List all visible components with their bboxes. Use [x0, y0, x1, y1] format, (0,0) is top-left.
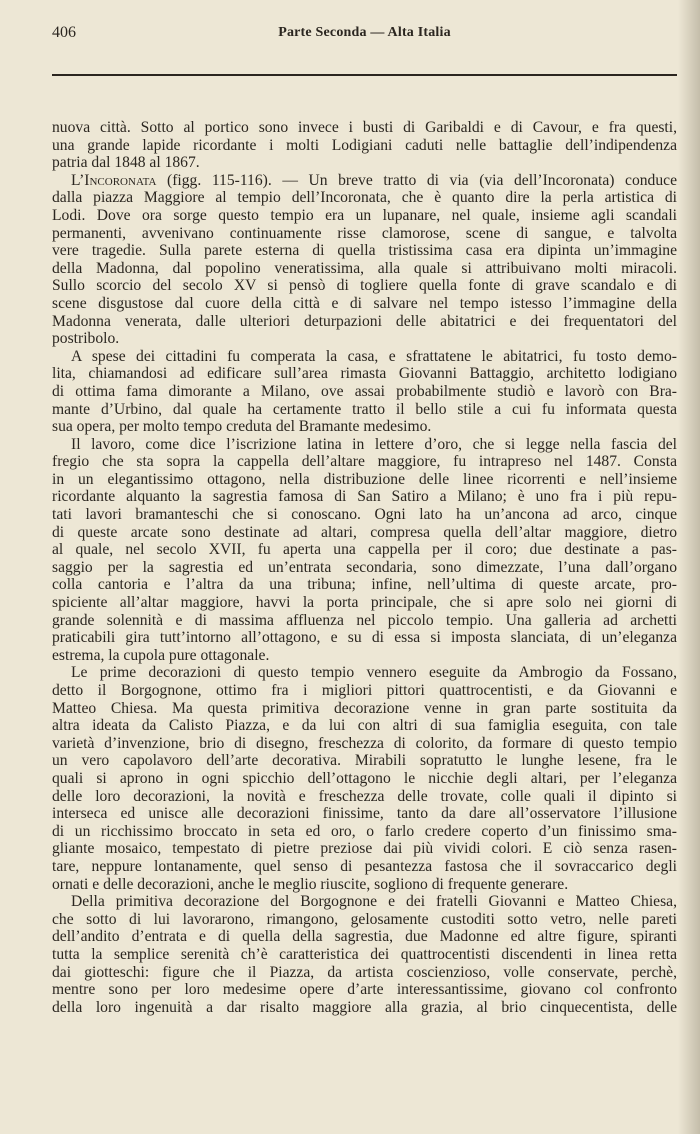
text-line: Matteo Chiesa. Ma questa primitiva decorazione venne in gran parte sostituita da: [52, 699, 677, 717]
text-line: un vero capolavoro dell’arte decorativa. Mirabili sopratutto le lunghe lesene, fra le: [52, 752, 677, 770]
text-line: altra ideata da Calisto Piazza, e da lui con altri di sua famiglia eseguita, con tale: [52, 717, 677, 735]
text-line: praticabili gira tutt’intorno all’ottagono, e su di essa si imposta slanciata, di un’eleganza: [52, 629, 677, 647]
text-line: varietà d’invenzione, brio di disegno, freschezza di colorito, da formare di questo tempio: [52, 734, 677, 752]
page-edge-shadow: [678, 0, 700, 1134]
section-heading: Incoronata: [84, 171, 157, 189]
text-line: dai giotteschi: figure che il Piazza, da artista coscienzioso, volle conservate, perchè,: [52, 963, 677, 981]
text-line: spiciente all’altar maggiore, havvi la porta principale, che si apre solo nei giorni di: [52, 594, 677, 612]
text-line: mante d’Urbino, dal quale ha certamente tratto il bello stile a cui fu informata questa: [52, 400, 677, 418]
paragraph: [52, 172, 677, 348]
text-line: Lodi. Dove ora sorge questo tempio era un lupanare, nel quale, insieme agli scandali: [52, 206, 677, 224]
paragraph: [52, 119, 677, 172]
header-rule: [52, 74, 677, 76]
text-line: lita, chiamandosi ad edificare sull’area rimasta Giovanni Battaggio, architetto lodigiano: [52, 365, 677, 383]
text-line: tutta la semplice serenità ch’è caratteristica dei quattrocentisti discendenti in linea retta: [52, 945, 677, 963]
text-line: Le prime decorazioni di questo tempio vennero eseguite da Ambrogio da Fossano,: [71, 664, 677, 682]
text-line: di un ricchissimo broccato in seta ed oro, o farlo credere coperto d’un finissimo sma-: [52, 822, 677, 840]
text-line: estrema, la cupola pure ottagonale.: [52, 646, 270, 664]
text-line: sua opera, per molto tempo creduta del Bramante medesimo.: [52, 418, 432, 436]
text-fragment: L’: [71, 171, 85, 189]
text-line: in un elegantissimo ottagono, nella distribuzione delle linee ricorrenti e nell’insieme: [52, 470, 677, 488]
text-line: A spese dei cittadini fu comperata la casa, e sfrattatene le abitatrici, fu tosto demo-: [71, 347, 677, 365]
text-fragment: (figg. 115-116). — Un breve tratto di via (via dell’Incoronata) conduce: [156, 171, 677, 189]
text-line: permanenti, avvenivano continuamente risse clamorose, scene di sangue, e talvolta: [52, 224, 677, 242]
text-line: Sullo scorcio del secolo XV si pensò di togliere quella fonte di grave scandalo e di: [52, 277, 677, 295]
body-text: [52, 119, 677, 1016]
text-line: quali si aprono in ogni spicchio dell’ottagono le nicchie degli altari, per l’eleganza: [52, 769, 677, 787]
text-line: una grande lapide ricordante i molti Lodigiani caduti nelle battaglie dell’indipendenza: [52, 136, 677, 154]
text-line: vere tragedie. Sulla parete esterna di quella tristissima casa era dipinta un’immagine: [52, 242, 677, 260]
text-line: gliante mosaico, tempestato di pietre preziose dai più vividi colori. E ciò senza rasen-: [52, 840, 677, 858]
text-line: ricordante alquanto la sagrestia famosa di San Satiro a Milano; è uno fra i più repu-: [52, 488, 677, 506]
text-line: delle loro decorazioni, la novità e freschezza delle trovate, colle quali il dipinto si: [52, 787, 677, 805]
paragraph: [52, 893, 677, 1016]
text-line: nuova città. Sotto al portico sono invece i busti di Garibaldi e di Cavour, e fra questi,: [52, 119, 677, 136]
text-line: grande solennità e di massima affluenza nel piccolo tempio. Una galleria ad archetti: [52, 611, 677, 629]
text-line: Della primitiva decorazione del Borgognone e dei fratelli Giovanni e Matteo Chiesa,: [71, 893, 677, 911]
text-line: postribolo.: [52, 330, 120, 348]
text-line: [52, 172, 677, 190]
text-line: interseca ed unisce alle decorazioni finissime, tanto da dare all’osservatore l’illusione: [52, 805, 677, 823]
paragraph: [52, 664, 677, 893]
text-line: fregio che sta sopra la cappella dell’altare maggiore, fu intrapreso nel 1487. Consta: [52, 453, 677, 471]
text-line: mentre sono per loro medesime opere d’arte interessantissime, giovano col confronto: [52, 981, 677, 999]
text-line: di queste arcate sono destinate ad altari, compresa quella dell’altar maggiore, dietro: [52, 523, 677, 541]
page-header: [52, 24, 677, 48]
text-line: al quale, nel secolo XVII, fu aperta una cappella per il coro; due destinate a pas-: [52, 541, 677, 559]
text-line: della Madonna, dal popolino veneratissima, alla quale si attribuivano molti miracoli.: [52, 259, 677, 277]
text-line: detto il Borgognone, ottimo fra i migliori pittori quattrocentisti, e da Giovanni e: [52, 682, 677, 699]
running-title: Parte Seconda — Alta Italia: [278, 25, 451, 40]
text-line: di ottima fama dimorante a Milano, ove assai probabilmente studiò e lavorò con Bra-: [52, 382, 677, 400]
text-line: dell’andito d’entrata e di quella della sagrestia, due Madonne ed altre figure, spiranti: [52, 928, 677, 946]
text-line: saggio per la sagrestia ed un’entrata secondaria, sono dimezzate, l’una dall’organo: [52, 558, 677, 576]
text-line: della loro ingenuità a dar risalto maggiore alla grazia, al brio cinquecentista, delle: [52, 998, 677, 1016]
paragraph: [52, 348, 677, 436]
text-line: colla cantoria e l’altra da una tribuna; infine, nell’ultima di queste arcate, pro-: [52, 576, 677, 594]
paragraph: [52, 436, 677, 665]
text-line: dalla piazza Maggiore al tempio dell’Incoronata, che è quanto dire la perla artistica di: [52, 189, 677, 207]
text-line: Il lavoro, come dice l’iscrizione latina in lettere d’oro, che si legge nella fascia del: [71, 435, 677, 453]
text-line: Madonna venerata, dalle ulteriori deturpazioni delle abitatrici e dei frequentatori del: [52, 312, 677, 330]
text-line: patria dal 1848 al 1867.: [52, 154, 200, 172]
page-number: 406: [52, 24, 76, 41]
text-line: che sotto di lui lavorarono, rimangono, gelosamente custoditi sotto vetro, nelle pareti: [52, 910, 677, 928]
text-line: ornati e delle decorazioni, anche le meglio riuscite, sogliono di frequente generare.: [52, 875, 569, 893]
text-line: tare, neppure lontanamente, quel senso di pesantezza fastosa che il sovraccarico degli: [52, 857, 677, 875]
text-line: scene disgustose dal cuore della città e di salvare nel tempo istesso l’immagine della: [52, 294, 677, 312]
text-line: tati lavori bramanteschi che si conoscano. Ogni lato ha un’ancona ad arco, cinque: [52, 506, 677, 524]
